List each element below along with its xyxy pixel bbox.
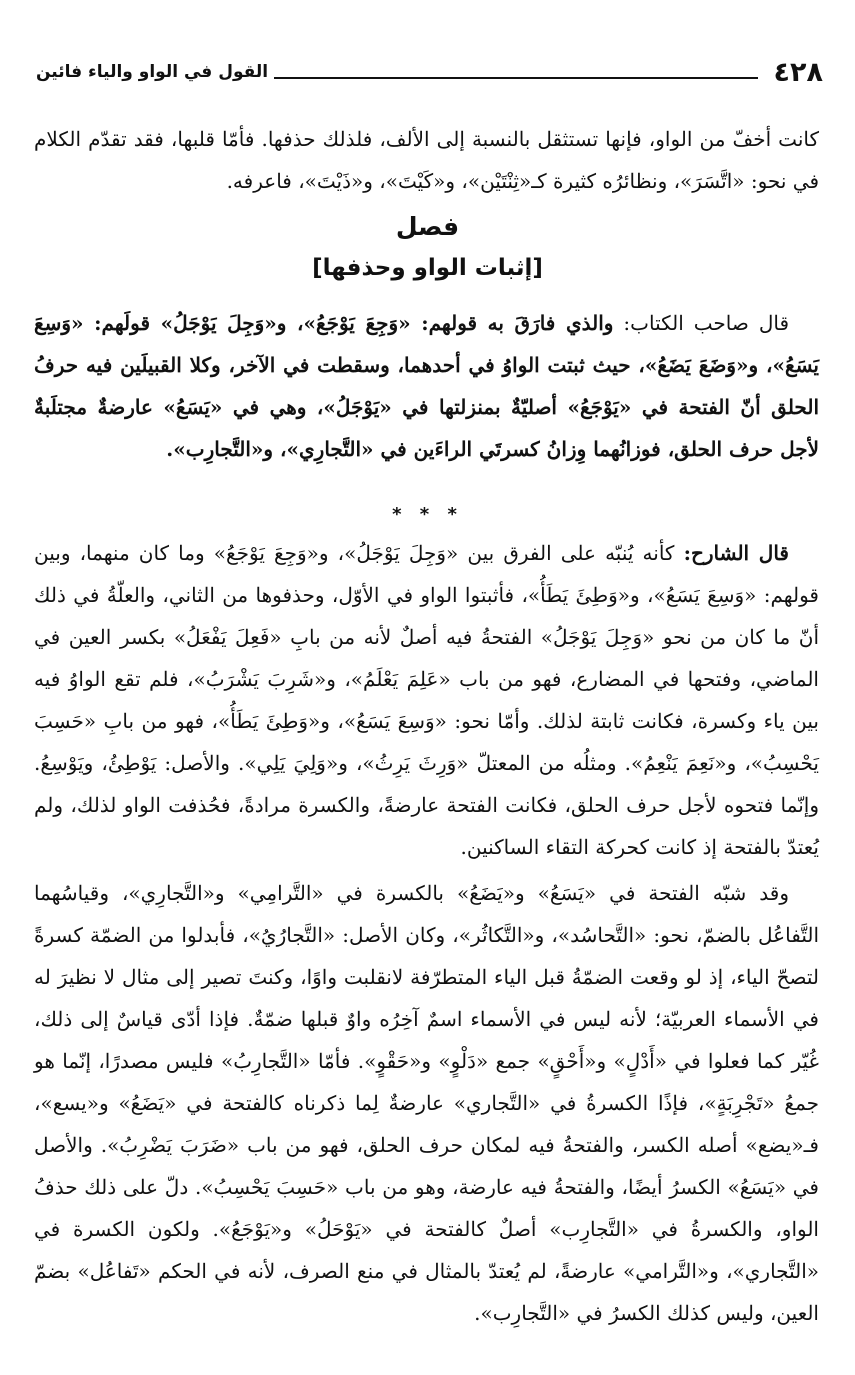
matn-text: والذي فارَقَ به قولهم: «وَجِعَ يَوْجَعُ»، و«وَجِلَ يَوْجَلُ» قولَهم: «وَسِعَ يَسَعُ»، و«وَضَعَ يَضَعُ»، حيث ثبتت الواوُ في أحدهما، وسقطت في الآخر، وكلا القبيلَين فيه حرفُ الحلق أنّ الفتحة في «يَوْجَعُ» أصليّةٌ بمنزلتها في «يَوْجَلُ»، وهي في «يَسَعُ» عارضةٌ مجتلَبةٌ لأجل حرف الحلق، فوزانُهما وِزانُ كسرتَي الراءَين في «التَّجارِي»، و«التَّجارِب». — [34, 311, 819, 461]
sharh-speaker: قال الشارح: — [683, 541, 789, 565]
header-rule — [274, 77, 757, 79]
closing-text: وقد شبّه الفتحة في «يَسَعُ» و«يَضَعُ» بالكسرة في «التَّرامِي» و«التَّجارِي»، وقياسُهما التَّفاعُل بالضمّ، نحو: «التَّحاسُد»، و«التَّكاثُر»، وكان الأصل: «التَّجارُيُ»، فأبدلوا من الضمّة كسرةً لتصحّ الياء، إذ لو وقعت الضمّةُ قبل الياء المتطرّفة لانقلبت واوًا، وكنتَ تصير إلى مثال لا نظيرَ له في الأسماء العربيّة؛ لأنه ليس في الأسماء اسمٌ آخِرُه واوٌ قبلها ضمّةٌ. فإذا أدّى قياسٌ إلى ذلك، غُيّر كما فعلوا في «أَدْلٍ» و«أَحْقٍ» جمع «دَلْوٍ» و«حَقْوٍ». فأمّا «التَّجارِبُ» فليس مصدرًا، إنّما هو جمعُ «تَجْرِبَةٍ»، فإذًا الكسرةُ في «التَّجاري» عارضةٌ لِما ذكرناه كالفتحة في «يَضَعُ» و«يسع»، فـ«يضع» أصله الكسر، والفتحةُ فيه لمكان حرف الحلق، فهو من باب «ضَرَبَ يَضْرِبُ». والأصل في «يَسَعُ» الكسرُ أيضًا، والفتحةُ فيه عارضة، وهو من باب «حَسِبَ يَحْسِبُ». دلّ على ذلك حذفُ الواو، والكسرةُ في «التَّجارِب» أصلٌ كالفتحة في «يَوْحَلُ» و«يَوْجَعُ». ولكون الكسرة في «التَّجاري»، و«التَّرامي» عارضةً، لم يُعتدّ بالمثال في منع الصرف، لأنه في الحكم «تَفاعُل» بضمّ العين، وليس كذلك الكسرُ في «التَّجارِب». — [34, 881, 819, 1325]
sharh-paragraph — [34, 532, 819, 868]
matn-paragraph — [34, 302, 819, 470]
matn-speaker: قال صاحب الكتاب: — [623, 311, 790, 335]
running-head — [36, 56, 823, 88]
intro-paragraph: كانت أخفّ من الواو، فإنها تستثقل بالنسبة إلى الألف، فلذلك حذفها. فأمّا قلبها، فقد تقدّم الكلام في نحو: «اتَّسَرَ»، ونظائرُه كثيرة كـ«ثِنْتَيْن»، و«كَيْتَ»، و«ذَيْتَ»، فاعرفه. — [34, 127, 819, 193]
page-number: ٤٢٨ — [773, 56, 823, 88]
section-separator: * * * — [392, 504, 463, 525]
sharh-text: كأنه يُنبّه على الفرق بين «وَجِلَ يَوْجَلُ»، و«وَجِعَ يَوْجَعُ» وما كان منهما، وبين قولهم: «وَسِعَ يَسَعُ»، و«وَطِئَ يَطَأُ»، فأثبتوا الواو في الأوّل، وحذفوها من الثاني، والعلّةُ في ذلك أنّ ما كان من نحو «وَجِلَ يَوْجَلُ» الفتحةُ فيه أصلٌ لأنه من بابِ «فَعِلَ يَفْعَلُ» بكسر العين في الماضي، وفتحها في المضارع، فهو من باب «عَلِمَ يَعْلَمُ»، و«شَرِبَ يَشْرَبُ»، فلم تقع الواوُ فيه بين ياء وكسرة، فكانت ثابتة لذلك. وأمّا نحو: «وَسِعَ يَسَعُ»، و«وَطِئَ يَطَأُ»، فهو من بابِ «حَسِبَ يَحْسِبُ»، و«نَعِمَ يَنْعِمُ». ومثلُه من المعتلّ «وَرِثَ يَرِثُ»، و«وَلِيَ يَلِي». والأصل: يَوْطِئُ، ويَوْسِعُ. وإنّما فتحوه لأجل حرف الحلق، فكانت الفتحة عارضةً، والكسرة مرادةً، فحُذفت الواو لذلك، ولم يُعتدّ بالفتحة إذ كانت كحركة التقاء الساكنين. — [34, 541, 819, 859]
section-heading: فصل — [395, 212, 460, 241]
running-title: القول في الواو والياء فائين — [36, 62, 269, 82]
closing-paragraph — [34, 872, 819, 1334]
section-subheading: [إثبات الواو وحذفها] — [312, 255, 543, 281]
